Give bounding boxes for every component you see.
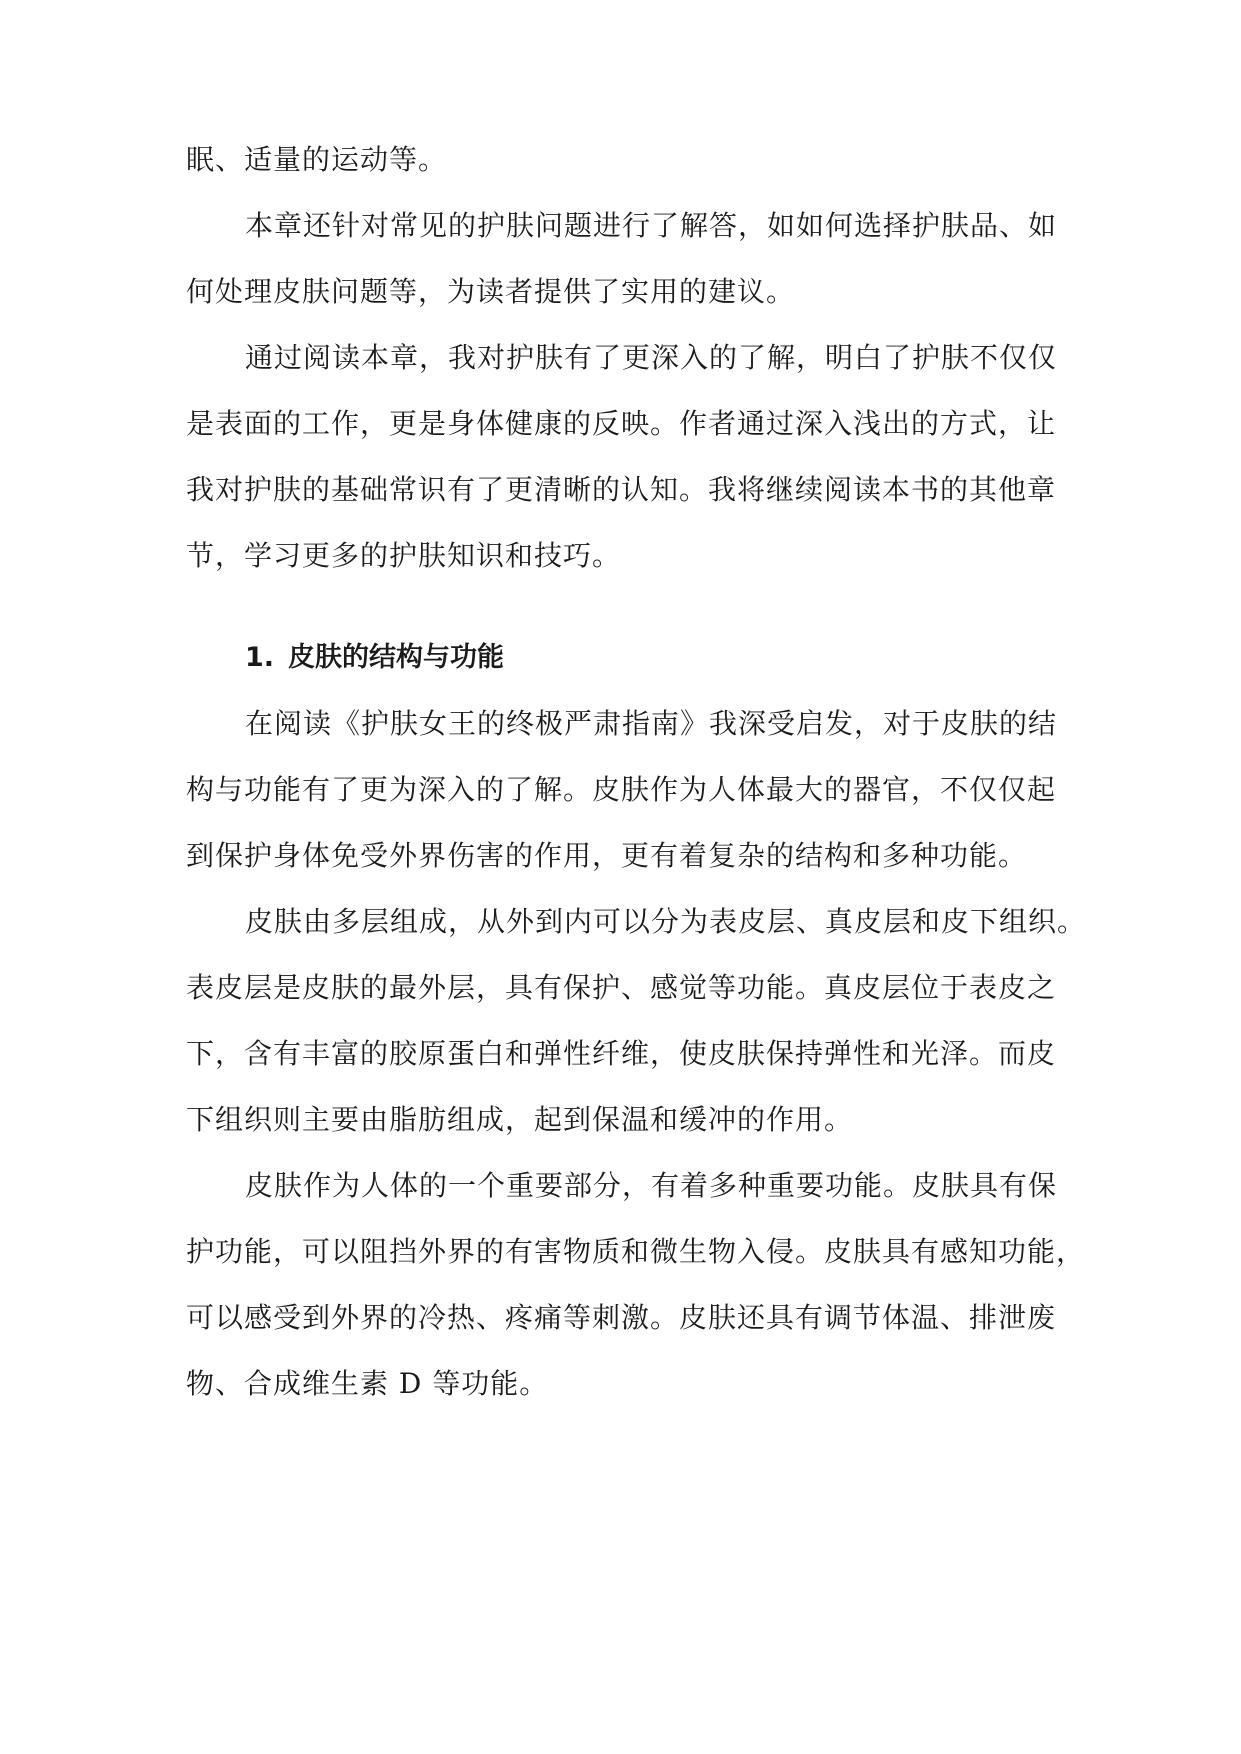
paragraph	[186, 338, 1062, 602]
text-line: 护功能，可以阻挡外界的有害物质和微生物入侵。皮肤具有感知功能，	[186, 1235, 1086, 1268]
text-line: 何处理皮肤问题等，为读者提供了实用的建议。	[186, 275, 796, 308]
text-line: 我对护肤的基础常识有了更清晰的认知。我将继续阅读本书的其他章	[186, 473, 1057, 506]
text-line: 皮肤由多层组成，从外到内可以分为表皮层、真皮层和皮下组织。	[245, 905, 1087, 938]
text-line: 在阅读《护肤女王的终极严肃指南》我深受启发，对于皮肤的结	[245, 707, 1058, 740]
text-line: 眠、适量的运动等。	[186, 143, 448, 176]
section-heading	[186, 638, 1062, 704]
text-line: 本章还针对常见的护肤问题进行了解答，如如何选择护肤品、如	[245, 209, 1058, 242]
text-line: 通过阅读本章，我对护肤有了更深入的了解，明白了护肤不仅仅	[245, 341, 1058, 374]
section-title: 皮肤的结构与功能	[288, 642, 505, 673]
text-line: 下，含有丰富的胶原蛋白和弹性纤维，使皮肤保持弹性和光泽。而皮	[186, 1037, 1057, 1070]
section-number: 1.	[245, 642, 275, 673]
section-gap	[186, 602, 1062, 638]
text-line: 到保护身体免受外界伤害的作用，更有着复杂的结构和多种功能。	[186, 839, 1028, 872]
text-line: 可以感受到外界的冷热、疼痛等刺激。皮肤还具有调节体温、排泄废	[186, 1301, 1057, 1334]
text-line: 皮肤作为人体的一个重要部分，有着多种重要功能。皮肤具有保	[245, 1169, 1058, 1202]
text-line: 物、合成维生素 D 等功能。	[186, 1367, 549, 1400]
text-line: 表皮层是皮肤的最外层，具有保护、感觉等功能。真皮层位于表皮之	[186, 971, 1057, 1004]
text-line: 构与功能有了更为深入的了解。皮肤作为人体最大的器官，不仅仅起	[186, 773, 1057, 806]
paragraph	[186, 902, 1087, 1166]
paragraph	[186, 140, 1062, 206]
paragraph	[186, 704, 1062, 902]
document-page	[186, 140, 1087, 1430]
paragraph	[186, 1166, 1086, 1430]
text-line: 下组织则主要由脂肪组成，起到保温和缓冲的作用。	[186, 1103, 854, 1136]
text-line: 是表面的工作，更是身体健康的反映。作者通过深入浅出的方式，让	[186, 407, 1057, 440]
paragraph	[186, 206, 1062, 338]
text-line: 节，学习更多的护肤知识和技巧。	[186, 539, 622, 572]
